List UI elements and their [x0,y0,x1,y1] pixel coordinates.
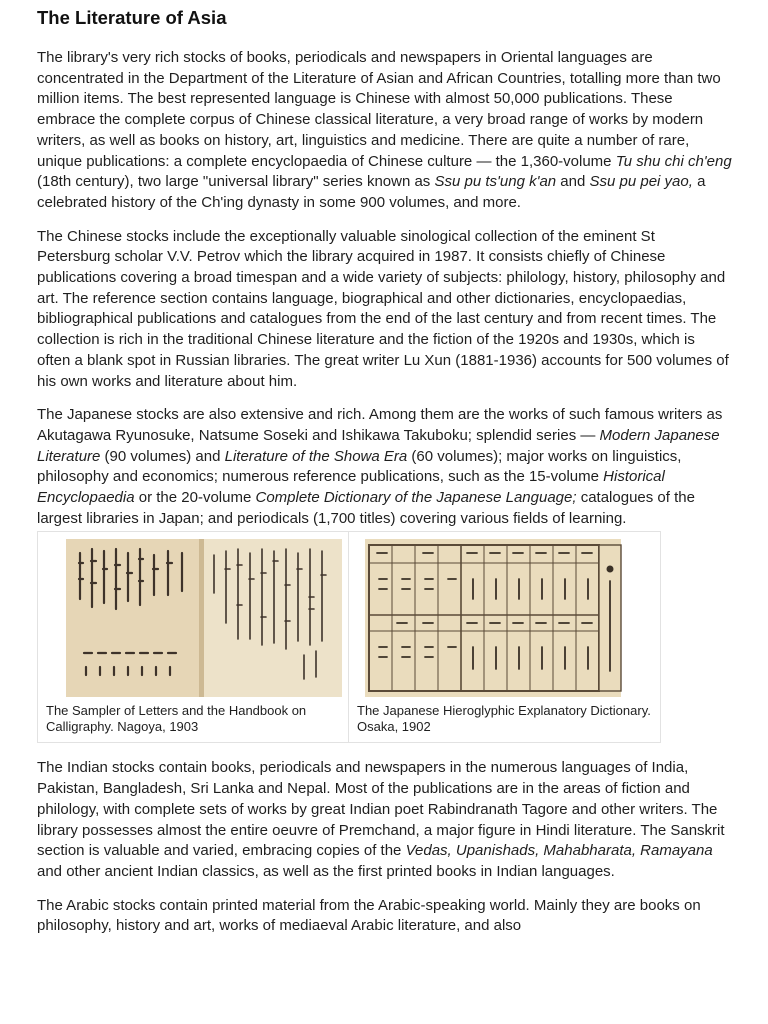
figure-calligraphy-sampler [37,531,349,743]
text-run: catalogues of the largest libraries in Japan; and periodicals (1,700 titles) covering various fields of learning. [37,489,695,527]
figure-row [37,531,661,743]
figure-caption: The Japanese Hieroglyphic Explanatory Dictionary. Osaka, 1902 [357,703,651,734]
italic-title: Literature of the Showa Era [224,447,408,465]
figure-hieroglyphic-dictionary [349,531,661,743]
text-run: The Indian stocks contain books, periodicals and newspapers in the numerous languages of India, Pakistan, Bangladesh, Sri Lanka and Nepal. Most of the publications are in the areas of fiction and philology, with complete sets of works by great Indian poet Rabindranath Tagore and other writers. The library possesses almost the entire oeuvre of Premchand, a major figure in Hindi literature. The Sanskrit section is valuable and varied, embracing copies of the [37,759,725,860]
italic-title: Vedas, Upanishads, Mahabharata, Ramayana [405,842,713,860]
italic-title: Modern Japanese Literature [37,426,720,465]
text-run: (90 volumes) and [100,447,225,465]
italic-title: Ssu pu ts'ung k'an [434,173,557,191]
paragraph-arabic-stocks: The Arabic stocks contain printed material from the Arabic-speaking world. Mainly they are books on philosophy, history and art, works of mediaeval Arabic literature, and also [37,896,701,935]
italic-title: Tu shu chi ch'eng [615,152,732,170]
figure-caption: The Sampler of Letters and the Handbook on Calligraphy. Nagoya, 1903 [46,703,307,734]
italic-title: Ssu pu pei yao, [589,173,693,191]
text-run: a celebrated history of the Ch'ing dynasty in some 900 volumes, and more. [37,173,706,211]
text-run: and [556,173,590,191]
paragraph-indian-stocks [37,758,732,882]
italic-title: Historical Encyclopaedia [37,468,665,507]
paragraph-japanese-stocks [37,405,732,529]
text-run: (18th century), two large "universal library" series known as [37,173,435,191]
text-run: The library's very rich stocks of books, periodicals and newspapers in Oriental languages are concentrated in the Department of the Literature of Asian and African Countries, totalling more than two million items. The best represented language is Chinese with almost 50,000 publications. These embrace the complete corpus of Chinese classical literature, a very broad range of works by modern writers, as well as books on history, art, linguistics and medicine. There are quite a number of rare, unique publications: a complete encyclopaedia of Chinese culture — the 1,360-volume [37,49,721,170]
dictionary-page-image [357,539,653,697]
calligraphy-book-image [46,539,342,697]
paragraph-overview [37,48,732,214]
text-run: (60 volumes); major works on linguistics, philosophy and economics; numerous reference publications, such as the 15-volume [37,447,682,486]
italic-title: Complete Dictionary of the Japanese Language; [255,489,577,507]
page-title: The Literature of Asia [37,7,227,28]
text-run: or the 20-volume [134,489,256,507]
text-run: and other ancient Indian classics, as well as the first printed books in Indian languages. [37,862,615,880]
paragraph-chinese-stocks: The Chinese stocks include the exceptionally valuable sinological collection of the eminent St Petersburg scholar V.V. Petrov which the library acquired in 1987. It consists chiefly of Chinese publications covering a broad timespan and a wide variety of subjects: philology, history, philosophy and art. The reference section contains language, biographical and other dictionaries, encyclopaedias, bibliographical publications and catalogues from the end of the last century and from recent times. The collection is rich in the traditional Chinese literature and the fiction of the 1920s and 1930s, which is often a blank spot in Russian libraries. The great writer Lu Xun (1881-1936) accounts for 500 volumes of his own works and literature about him. [37,227,729,390]
text-run: The Japanese stocks are also extensive and rich. Among them are the works of such famous writers as Akutagawa Ryunosuke, Natsume Soseki and Ishikawa Takuboku; splendid series — [37,406,723,444]
